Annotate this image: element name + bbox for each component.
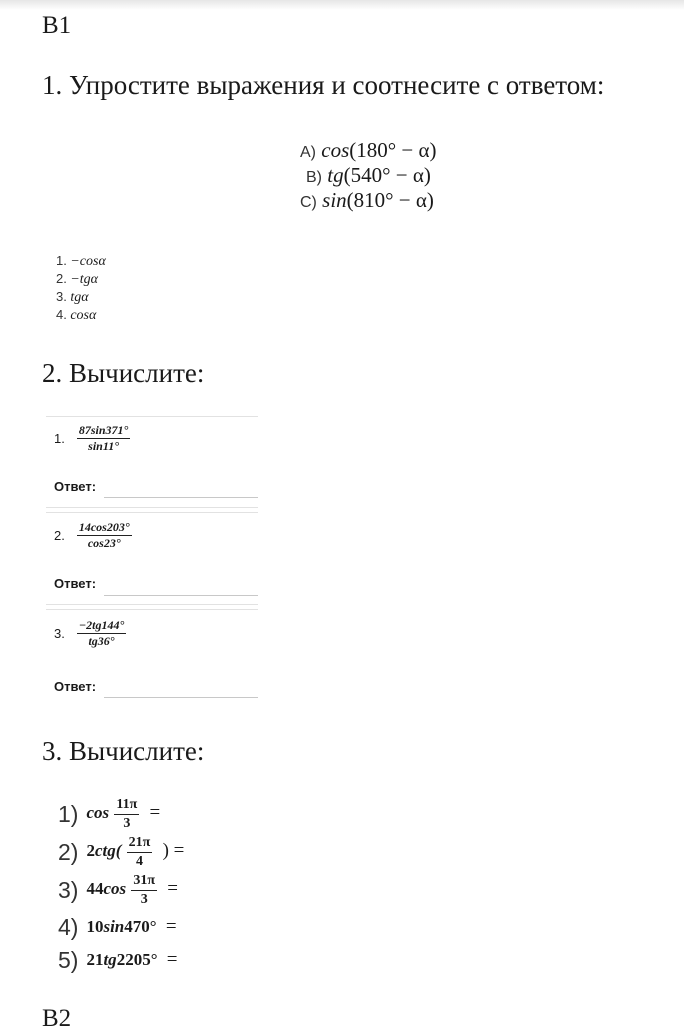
item-number: 1) [58,800,79,827]
item-number: 5) [58,946,79,973]
next-variant-title: В2 [42,1005,72,1032]
task1-option-b [306,163,431,188]
item-number: 3. [54,626,65,642]
task1-heading: 1. Упростите выражения и соотнесите с ответом: [42,70,605,100]
task1-answer-2 [56,271,98,288]
answer-number: 1. [56,253,67,268]
equals-sign: = [149,801,161,823]
answer-number: 3. [56,289,67,304]
function-name: tg [103,950,117,969]
closing-and-equals: ) = [162,839,185,861]
fraction-numerator: −2tg144° [77,619,126,634]
item-number: 1. [54,431,65,447]
argument: 470° [124,917,157,936]
coefficient: 2 [86,840,95,860]
function-name: cos [86,802,110,822]
fraction [114,797,139,831]
coefficient: 44 [86,878,104,898]
fraction [77,619,126,648]
answer-input-line[interactable] [104,497,258,498]
task3-item-5 [58,942,177,978]
task1-answer-4 [56,307,96,324]
fraction [77,521,132,550]
option-func: tg [327,163,344,187]
fraction-denominator: 3 [123,815,131,831]
fraction-denominator: 4 [135,853,143,869]
task3-item-1 [58,796,160,832]
variant-title: В1 [42,12,72,39]
argument: 2205° [116,950,158,969]
item-number: 2) [58,838,79,865]
task1-answer-3 [56,289,89,306]
fraction-numerator: 87sin371° [77,424,130,439]
answer-input-line[interactable] [104,595,258,596]
item-number: 4) [58,913,79,940]
fraction-numerator: 31π [131,873,157,890]
fraction-denominator: sin11° [88,439,119,454]
fraction [127,835,153,869]
fraction-denominator: 3 [140,891,148,907]
divider [46,507,258,508]
equals-sign: = [167,877,179,899]
option-label: A) [300,144,316,161]
answer-expression: −cosα [70,254,106,269]
fraction-numerator: 11π [114,797,139,814]
task2-item-1 [54,424,130,453]
fraction-denominator: tg36° [88,634,115,649]
fraction [77,424,130,453]
task2-heading: 2. Вычислите: [42,358,205,388]
option-arg: (810° − α) [346,188,434,212]
answer-expression: tgα [70,290,89,305]
answer-label: Ответ: [54,576,97,591]
expression [86,797,160,831]
divider [46,604,258,605]
function-name: sin [103,917,125,936]
equals-sign: = [165,916,177,937]
expression [86,949,177,971]
option-func: sin [322,188,347,212]
item-number: 3) [58,876,79,903]
expression [86,835,184,869]
task2-item-2 [54,521,132,550]
task1-option-c [300,188,434,213]
function-name: cos [103,878,127,898]
option-arg: (180° − α) [349,138,437,162]
option-arg: (540° − α) [343,163,431,187]
task2-item-3 [54,619,126,648]
function-name: ctg( [94,840,122,860]
expression [86,916,176,938]
answer-label: Ответ: [54,679,97,694]
fraction [131,873,157,907]
answer-expression: cosα [70,308,97,323]
option-label: C) [300,194,317,211]
answer-input-line[interactable] [104,697,258,698]
task1-answer-1 [56,253,106,270]
coefficient: 21 [86,950,104,969]
top-shadow [0,0,684,10]
fraction-numerator: 14cos203° [77,521,132,536]
expression [86,873,178,907]
task3-item-2 [58,834,184,870]
answer-label: Ответ: [54,479,97,494]
divider [46,609,258,610]
answer-number: 2. [56,271,67,286]
task3-item-4 [58,909,177,945]
option-label: B) [306,169,322,186]
fraction-numerator: 21π [127,835,153,852]
equals-sign: = [166,949,178,970]
fraction-denominator: cos23° [87,536,121,551]
divider [46,512,258,513]
task3-item-3 [58,872,178,908]
task1-option-a [300,138,436,163]
answer-expression: −tgα [70,272,99,287]
divider [46,416,258,417]
item-number: 2. [54,528,65,544]
answer-number: 4. [56,307,67,322]
coefficient: 10 [86,917,104,936]
task3-heading: 3. Вычислите: [42,736,205,766]
option-func: cos [321,138,350,162]
